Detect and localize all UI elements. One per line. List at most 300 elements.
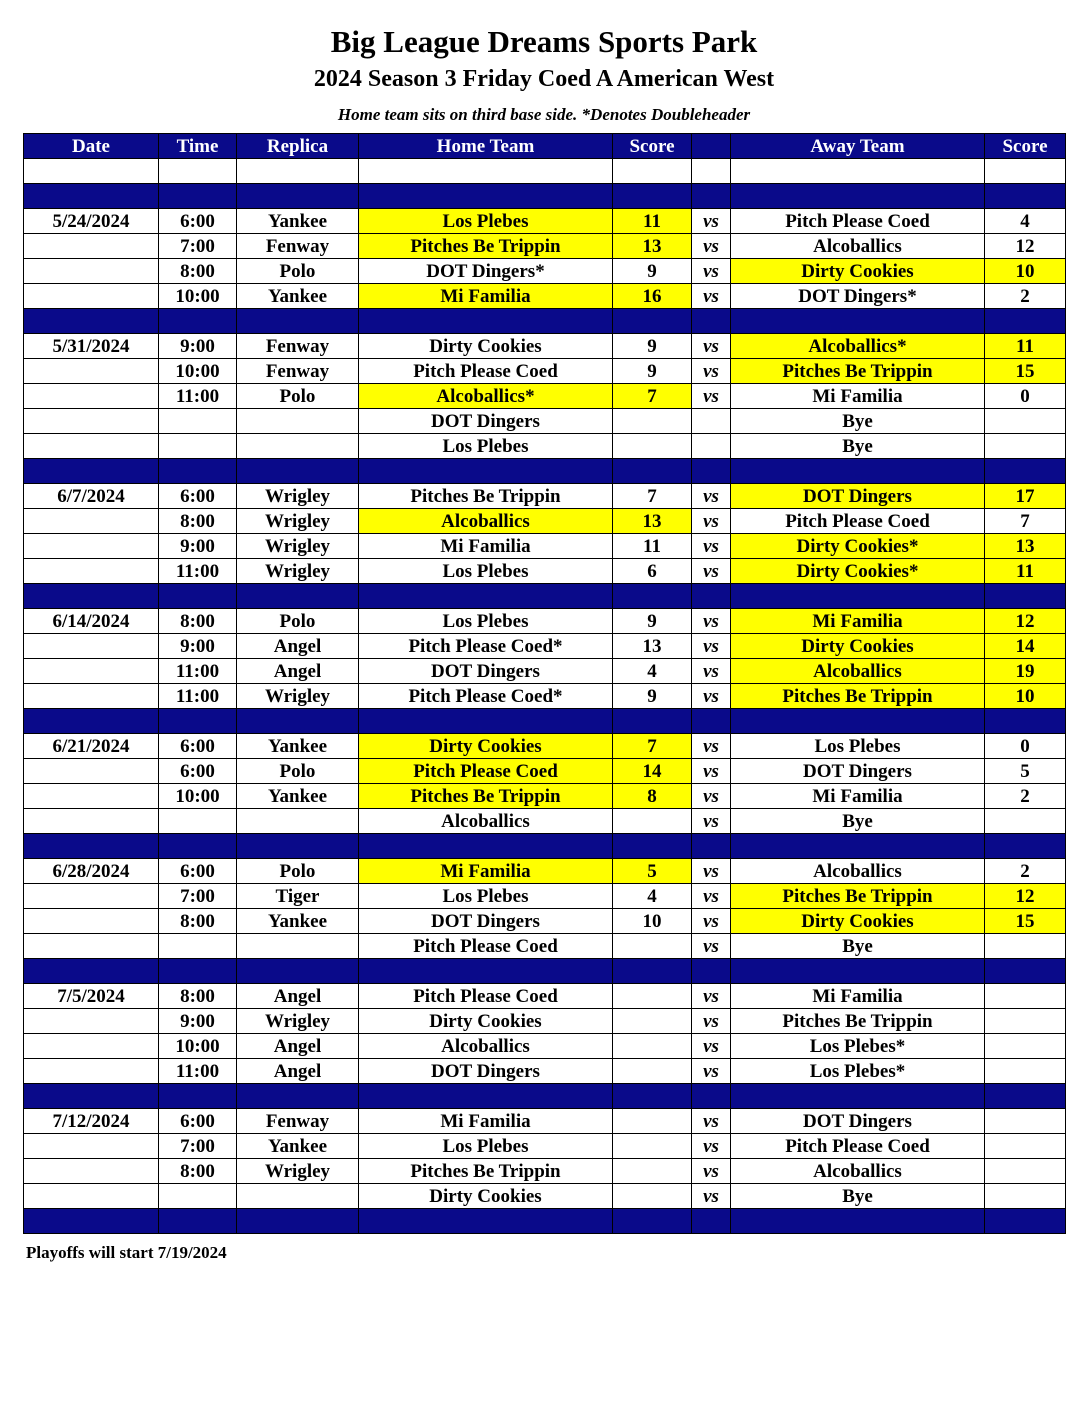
separator-cell: [731, 184, 985, 209]
field-replica: Wrigley: [237, 534, 359, 559]
game-date: [24, 684, 159, 709]
separator-cell: [159, 1209, 237, 1234]
game-row: [24, 859, 1066, 884]
field-replica: [237, 434, 359, 459]
week-separator-row: [24, 959, 1066, 984]
game-row: [24, 884, 1066, 909]
home-score: 9: [613, 259, 692, 284]
home-team: Pitch Please Coed: [359, 359, 613, 384]
away-team: Bye: [731, 1184, 985, 1209]
home-team: Dirty Cookies: [359, 1009, 613, 1034]
home-score: [613, 1059, 692, 1084]
home-team: DOT Dingers: [359, 909, 613, 934]
home-team: Los Plebes: [359, 609, 613, 634]
vs-label: vs: [692, 809, 731, 834]
separator-cell: [692, 184, 731, 209]
game-time: 11:00: [159, 384, 237, 409]
separator-cell: [159, 459, 237, 484]
col-away-score: Score: [985, 134, 1066, 159]
game-time: [159, 1184, 237, 1209]
separator-cell: [731, 459, 985, 484]
home-team: Pitches Be Trippin: [359, 1159, 613, 1184]
away-team: Mi Familia: [731, 384, 985, 409]
away-score: 17: [985, 484, 1066, 509]
separator-cell: [159, 834, 237, 859]
game-date: [24, 1009, 159, 1034]
game-time: 9:00: [159, 1009, 237, 1034]
game-time: 6:00: [159, 859, 237, 884]
away-team: Los Plebes: [731, 734, 985, 759]
away-team: Dirty Cookies: [731, 634, 985, 659]
game-date: [24, 284, 159, 309]
home-score: 8: [613, 784, 692, 809]
vs-label: vs: [692, 284, 731, 309]
game-time: 10:00: [159, 359, 237, 384]
home-score: 13: [613, 509, 692, 534]
separator-cell: [985, 584, 1066, 609]
game-date: [24, 934, 159, 959]
home-team: DOT Dingers: [359, 1059, 613, 1084]
separator-cell: [24, 459, 159, 484]
game-date: [24, 1134, 159, 1159]
field-replica: Yankee: [237, 1134, 359, 1159]
home-team: DOT Dingers*: [359, 259, 613, 284]
schedule-table: [23, 133, 1066, 1234]
separator-cell: [24, 1084, 159, 1109]
away-team: Pitch Please Coed: [731, 209, 985, 234]
game-time: 11:00: [159, 1059, 237, 1084]
separator-cell: [24, 184, 159, 209]
away-score: 5: [985, 759, 1066, 784]
vs-label: vs: [692, 984, 731, 1009]
field-replica: Wrigley: [237, 684, 359, 709]
home-team: Pitches Be Trippin: [359, 784, 613, 809]
away-score: [985, 1059, 1066, 1084]
away-team: Bye: [731, 809, 985, 834]
separator-cell: [985, 959, 1066, 984]
game-row: [24, 659, 1066, 684]
home-score: 9: [613, 359, 692, 384]
game-time: 9:00: [159, 334, 237, 359]
separator-cell: [985, 709, 1066, 734]
away-score: [985, 1034, 1066, 1059]
separator-cell: [985, 1084, 1066, 1109]
game-date: [24, 1059, 159, 1084]
away-score: [985, 1134, 1066, 1159]
game-row: [24, 334, 1066, 359]
vs-label: vs: [692, 1134, 731, 1159]
separator-cell: [237, 1209, 359, 1234]
vs-label: vs: [692, 1009, 731, 1034]
game-time: 10:00: [159, 784, 237, 809]
separator-cell: [237, 959, 359, 984]
separator-cell: [731, 959, 985, 984]
col-vs: [692, 134, 731, 159]
game-time: 7:00: [159, 1134, 237, 1159]
blank-cell: [359, 159, 613, 184]
separator-cell: [159, 1084, 237, 1109]
game-date: [24, 659, 159, 684]
game-date: [24, 259, 159, 284]
game-time: 8:00: [159, 984, 237, 1009]
game-row: [24, 1109, 1066, 1134]
home-score: [613, 1159, 692, 1184]
away-score: 0: [985, 384, 1066, 409]
separator-cell: [692, 959, 731, 984]
away-score: 11: [985, 559, 1066, 584]
vs-label: vs: [692, 1184, 731, 1209]
home-score: [613, 1134, 692, 1159]
home-score: 6: [613, 559, 692, 584]
field-replica: Wrigley: [237, 484, 359, 509]
game-row: [24, 434, 1066, 459]
away-score: 2: [985, 784, 1066, 809]
field-replica: Polo: [237, 859, 359, 884]
separator-cell: [24, 584, 159, 609]
separator-cell: [24, 1209, 159, 1234]
away-team: DOT Dingers: [731, 484, 985, 509]
game-row: [24, 784, 1066, 809]
field-replica: Fenway: [237, 234, 359, 259]
separator-cell: [237, 184, 359, 209]
col-date: Date: [24, 134, 159, 159]
game-time: [159, 809, 237, 834]
vs-label: vs: [692, 334, 731, 359]
home-score: 9: [613, 609, 692, 634]
week-separator-row: [24, 309, 1066, 334]
game-row: [24, 984, 1066, 1009]
away-score: [985, 809, 1066, 834]
home-team: Los Plebes: [359, 1134, 613, 1159]
home-score: 16: [613, 284, 692, 309]
away-score: [985, 434, 1066, 459]
game-time: 11:00: [159, 659, 237, 684]
home-score: 7: [613, 734, 692, 759]
home-score: 13: [613, 634, 692, 659]
field-replica: Yankee: [237, 284, 359, 309]
separator-cell: [985, 459, 1066, 484]
week-separator-row: [24, 709, 1066, 734]
game-date: [24, 784, 159, 809]
page-title: Big League Dreams Sports Park: [330, 24, 758, 59]
separator-cell: [985, 184, 1066, 209]
game-row: [24, 1159, 1066, 1184]
game-row: [24, 684, 1066, 709]
game-time: 8:00: [159, 909, 237, 934]
separator-cell: [237, 1084, 359, 1109]
game-time: [159, 409, 237, 434]
blank-cell: [613, 159, 692, 184]
game-row: [24, 634, 1066, 659]
game-row: [24, 1134, 1066, 1159]
page-subtitle: 2024 Season 3 Friday Coed A American West: [313, 66, 775, 92]
game-row: [24, 734, 1066, 759]
home-team: Pitch Please Coed*: [359, 684, 613, 709]
home-team: Los Plebes: [359, 434, 613, 459]
vs-label: vs: [692, 534, 731, 559]
game-date: [24, 534, 159, 559]
game-row: [24, 1184, 1066, 1209]
game-row: [24, 234, 1066, 259]
separator-cell: [159, 709, 237, 734]
separator-cell: [159, 309, 237, 334]
separator-cell: [159, 584, 237, 609]
game-row: [24, 209, 1066, 234]
separator-cell: [159, 184, 237, 209]
away-score: [985, 1159, 1066, 1184]
vs-label: [692, 434, 731, 459]
home-team: Los Plebes: [359, 884, 613, 909]
game-row: [24, 509, 1066, 534]
game-time: 10:00: [159, 284, 237, 309]
game-row: [24, 909, 1066, 934]
col-home-score: Score: [613, 134, 692, 159]
field-replica: [237, 1184, 359, 1209]
field-replica: Fenway: [237, 1109, 359, 1134]
away-score: 12: [985, 884, 1066, 909]
vs-label: vs: [692, 934, 731, 959]
away-team: Alcoballics: [731, 234, 985, 259]
away-score: [985, 1009, 1066, 1034]
game-date: [24, 409, 159, 434]
home-team: Pitch Please Coed: [359, 759, 613, 784]
blank-cell: [731, 159, 985, 184]
field-replica: Angel: [237, 634, 359, 659]
game-time: 6:00: [159, 209, 237, 234]
separator-cell: [359, 309, 613, 334]
game-date: [24, 434, 159, 459]
separator-cell: [359, 184, 613, 209]
game-date: [24, 384, 159, 409]
away-team: DOT Dingers*: [731, 284, 985, 309]
away-team: Mi Familia: [731, 984, 985, 1009]
vs-label: vs: [692, 734, 731, 759]
home-score: 7: [613, 484, 692, 509]
home-team: Dirty Cookies: [359, 334, 613, 359]
separator-cell: [613, 1084, 692, 1109]
game-time: 7:00: [159, 234, 237, 259]
vs-label: vs: [692, 909, 731, 934]
away-score: 15: [985, 359, 1066, 384]
blank-cell: [692, 159, 731, 184]
separator-cell: [613, 459, 692, 484]
field-replica: Polo: [237, 609, 359, 634]
week-separator-row: [24, 184, 1066, 209]
game-time: 6:00: [159, 759, 237, 784]
vs-label: vs: [692, 484, 731, 509]
vs-label: vs: [692, 209, 731, 234]
field-replica: Tiger: [237, 884, 359, 909]
game-date: [24, 359, 159, 384]
game-date: 6/21/2024: [24, 734, 159, 759]
field-replica: Polo: [237, 384, 359, 409]
game-time: 11:00: [159, 684, 237, 709]
field-replica: Wrigley: [237, 559, 359, 584]
home-score: [613, 809, 692, 834]
separator-cell: [237, 459, 359, 484]
game-time: 8:00: [159, 609, 237, 634]
field-replica: Polo: [237, 259, 359, 284]
separator-cell: [985, 1209, 1066, 1234]
separator-cell: [731, 584, 985, 609]
game-row: [24, 484, 1066, 509]
field-replica: Yankee: [237, 734, 359, 759]
separator-cell: [359, 959, 613, 984]
away-score: 12: [985, 234, 1066, 259]
away-team: Los Plebes*: [731, 1034, 985, 1059]
game-time: 8:00: [159, 1159, 237, 1184]
blank-cell: [237, 159, 359, 184]
away-team: Mi Familia: [731, 609, 985, 634]
separator-cell: [692, 309, 731, 334]
home-score: [613, 1184, 692, 1209]
away-team: Dirty Cookies: [731, 259, 985, 284]
away-team: DOT Dingers: [731, 759, 985, 784]
game-time: 11:00: [159, 559, 237, 584]
field-replica: Polo: [237, 759, 359, 784]
separator-cell: [159, 959, 237, 984]
away-team: Alcoballics: [731, 859, 985, 884]
game-date: 6/7/2024: [24, 484, 159, 509]
home-score: 13: [613, 234, 692, 259]
away-team: Mi Familia: [731, 784, 985, 809]
home-score: 11: [613, 209, 692, 234]
field-replica: Yankee: [237, 209, 359, 234]
home-score: [613, 1109, 692, 1134]
game-date: [24, 1034, 159, 1059]
separator-cell: [359, 584, 613, 609]
home-score: 9: [613, 684, 692, 709]
separator-cell: [359, 1209, 613, 1234]
away-team: Dirty Cookies: [731, 909, 985, 934]
away-team: Alcoballics: [731, 659, 985, 684]
field-replica: Angel: [237, 984, 359, 1009]
vs-label: vs: [692, 384, 731, 409]
away-score: 11: [985, 334, 1066, 359]
game-date: 6/28/2024: [24, 859, 159, 884]
week-separator-row: [24, 1084, 1066, 1109]
home-team: Pitches Be Trippin: [359, 234, 613, 259]
blank-cell: [985, 159, 1066, 184]
away-team: Los Plebes*: [731, 1059, 985, 1084]
home-team: Mi Familia: [359, 859, 613, 884]
away-team: Pitches Be Trippin: [731, 1009, 985, 1034]
field-replica: Angel: [237, 1034, 359, 1059]
separator-cell: [731, 709, 985, 734]
away-score: 2: [985, 284, 1066, 309]
field-replica: Angel: [237, 1059, 359, 1084]
col-time: Time: [159, 134, 237, 159]
field-replica: Yankee: [237, 909, 359, 934]
separator-cell: [731, 1084, 985, 1109]
vs-label: vs: [692, 1059, 731, 1084]
home-team: Mi Familia: [359, 284, 613, 309]
vs-label: vs: [692, 684, 731, 709]
game-date: [24, 234, 159, 259]
away-score: 13: [985, 534, 1066, 559]
footer-note: Playoffs will start 7/19/2024: [26, 1243, 227, 1262]
vs-label: vs: [692, 759, 731, 784]
game-date: [24, 509, 159, 534]
field-replica: Wrigley: [237, 509, 359, 534]
away-score: [985, 1109, 1066, 1134]
separator-cell: [692, 584, 731, 609]
separator-cell: [692, 1084, 731, 1109]
vs-label: vs: [692, 659, 731, 684]
separator-cell: [237, 709, 359, 734]
separator-cell: [237, 584, 359, 609]
home-team: DOT Dingers: [359, 659, 613, 684]
separator-cell: [359, 834, 613, 859]
blank-cell: [24, 159, 159, 184]
home-score: [613, 434, 692, 459]
away-team: Pitch Please Coed: [731, 1134, 985, 1159]
separator-cell: [359, 1084, 613, 1109]
field-replica: [237, 409, 359, 434]
vs-label: vs: [692, 859, 731, 884]
separator-cell: [613, 309, 692, 334]
separator-cell: [24, 959, 159, 984]
game-date: [24, 884, 159, 909]
game-date: [24, 759, 159, 784]
game-row: [24, 759, 1066, 784]
game-date: 7/12/2024: [24, 1109, 159, 1134]
separator-cell: [613, 709, 692, 734]
game-row: [24, 559, 1066, 584]
game-time: 8:00: [159, 509, 237, 534]
game-row: [24, 809, 1066, 834]
separator-cell: [692, 709, 731, 734]
vs-label: vs: [692, 609, 731, 634]
separator-cell: [692, 459, 731, 484]
game-date: [24, 559, 159, 584]
away-score: 19: [985, 659, 1066, 684]
field-replica: Fenway: [237, 359, 359, 384]
field-replica: Angel: [237, 659, 359, 684]
separator-cell: [692, 834, 731, 859]
vs-label: vs: [692, 884, 731, 909]
home-team: Dirty Cookies: [359, 1184, 613, 1209]
field-replica: [237, 809, 359, 834]
game-date: [24, 1184, 159, 1209]
home-score: [613, 1034, 692, 1059]
home-team: Dirty Cookies: [359, 734, 613, 759]
separator-cell: [359, 459, 613, 484]
away-team: Bye: [731, 409, 985, 434]
vs-label: vs: [692, 1034, 731, 1059]
game-row: [24, 409, 1066, 434]
home-team: Pitch Please Coed: [359, 934, 613, 959]
home-team: Los Plebes: [359, 209, 613, 234]
field-replica: Yankee: [237, 784, 359, 809]
game-date: 5/24/2024: [24, 209, 159, 234]
field-replica: Wrigley: [237, 1009, 359, 1034]
week-separator-row: [24, 459, 1066, 484]
game-row: [24, 259, 1066, 284]
game-date: [24, 909, 159, 934]
home-team: Alcoballics: [359, 809, 613, 834]
away-score: 10: [985, 684, 1066, 709]
home-score: [613, 1009, 692, 1034]
game-date: [24, 634, 159, 659]
vs-label: vs: [692, 359, 731, 384]
vs-label: vs: [692, 509, 731, 534]
vs-label: vs: [692, 1109, 731, 1134]
game-row: [24, 609, 1066, 634]
separator-cell: [613, 1209, 692, 1234]
home-team: Mi Familia: [359, 1109, 613, 1134]
game-date: [24, 1159, 159, 1184]
